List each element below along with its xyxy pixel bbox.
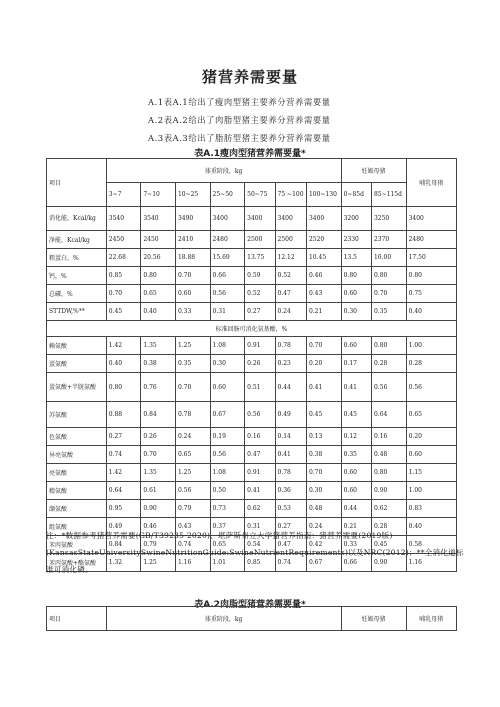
table-cell: 0.52 bbox=[245, 285, 275, 303]
table-cell: 0.26 bbox=[141, 428, 176, 446]
table-row bbox=[47, 337, 457, 355]
intro-line-2: A.2表A.2给出了肉脂型猪主要养分营养需要量 bbox=[148, 115, 331, 125]
row-label: 赖氨酸 bbox=[47, 337, 107, 355]
table-cell: 0.74 bbox=[275, 554, 306, 572]
table-cell: 2450 bbox=[141, 231, 176, 249]
table-cell: 0.79 bbox=[141, 536, 176, 554]
table-cell: 10.45 bbox=[306, 249, 341, 267]
table-cell: 0.60 bbox=[341, 337, 371, 355]
table-cell: 3400 bbox=[245, 207, 275, 231]
table-cell: 0.65 bbox=[210, 536, 245, 554]
table-cell: 0.31 bbox=[210, 303, 245, 321]
table1 bbox=[46, 158, 457, 572]
table-cell: 0.85 bbox=[245, 554, 275, 572]
table-cell: 0.41 bbox=[341, 373, 371, 402]
table-cell: 0.80 bbox=[406, 267, 456, 285]
table-cell: 0.80 bbox=[106, 373, 141, 402]
table-cell: 0.24 bbox=[306, 518, 341, 536]
table-cell: 0.70 bbox=[175, 373, 210, 402]
table-cell: 15.69 bbox=[210, 249, 245, 267]
table1-header-item: 项目 bbox=[47, 159, 107, 207]
table-cell: 0.30 bbox=[341, 303, 371, 321]
row-label: STTDW,%** bbox=[47, 303, 107, 321]
table2-header-item: 项目 bbox=[47, 607, 107, 631]
intro-line-1: A.1表A.1给出了瘦肉型猪主要养分营养需要量 bbox=[148, 97, 331, 107]
table-cell: 0.41 bbox=[275, 446, 306, 464]
table-cell: 0.70 bbox=[141, 446, 176, 464]
table-cell: 0.50 bbox=[210, 482, 245, 500]
table-cell: 0.59 bbox=[245, 267, 275, 285]
table-cell: 0.90 bbox=[371, 482, 406, 500]
table-cell: 2520 bbox=[306, 231, 341, 249]
table-row bbox=[47, 303, 457, 321]
table-cell: 0.84 bbox=[141, 402, 176, 428]
table-cell: 0.91 bbox=[245, 464, 275, 482]
table-cell: 2500 bbox=[275, 231, 306, 249]
table-cell: 12.12 bbox=[275, 249, 306, 267]
table-cell: 0.80 bbox=[141, 267, 176, 285]
table-cell: 2450 bbox=[106, 231, 141, 249]
table-cell: 0.27 bbox=[275, 518, 306, 536]
row-label: 苯丙氨酸 bbox=[47, 536, 107, 554]
table-cell: 0.40 bbox=[406, 303, 456, 321]
table-cell: 0.38 bbox=[141, 355, 176, 373]
table-cell: 0.35 bbox=[371, 303, 406, 321]
table-cell: 0.16 bbox=[371, 428, 406, 446]
table-cell: 0.80 bbox=[371, 337, 406, 355]
table-cell: 0.45 bbox=[371, 536, 406, 554]
row-label: 亮氨酸 bbox=[47, 464, 107, 482]
table-cell: 1.35 bbox=[141, 337, 176, 355]
table-cell: 1.42 bbox=[106, 464, 141, 482]
table-cell: 0.31 bbox=[245, 518, 275, 536]
table-row bbox=[47, 207, 457, 231]
table-cell: 0.70 bbox=[175, 267, 210, 285]
table-cell: 0.75 bbox=[406, 285, 456, 303]
table-cell: 0.37 bbox=[210, 518, 245, 536]
table-cell: 0.66 bbox=[210, 267, 245, 285]
table-cell: 2330 bbox=[341, 231, 371, 249]
table-cell: 0.60 bbox=[175, 285, 210, 303]
table-cell: 0.60 bbox=[406, 446, 456, 464]
table-cell: 0.27 bbox=[245, 303, 275, 321]
table-cell: 0.19 bbox=[210, 428, 245, 446]
table1-col-header: 0~85d bbox=[341, 183, 371, 207]
table2-header-sow: 妊娠母猪 bbox=[341, 607, 406, 631]
table-cell: 0.24 bbox=[275, 303, 306, 321]
table-cell: 0.62 bbox=[245, 500, 275, 518]
table-cell: 0.74 bbox=[106, 446, 141, 464]
table-cell: 1.00 bbox=[406, 482, 456, 500]
table-cell: 0.52 bbox=[275, 267, 306, 285]
table-cell: 0.36 bbox=[275, 482, 306, 500]
table-cell: 0.44 bbox=[341, 500, 371, 518]
table-cell: 0.27 bbox=[106, 428, 141, 446]
row-label: 蛋氨酸+半胱氨酸 bbox=[47, 373, 107, 402]
table1-col-header: 75 ~100 bbox=[275, 183, 306, 207]
table-cell: 22.68 bbox=[106, 249, 141, 267]
table-cell: 2480 bbox=[210, 231, 245, 249]
table-cell: 0.78 bbox=[275, 464, 306, 482]
table-cell: 0.41 bbox=[306, 373, 341, 402]
table-row bbox=[47, 482, 457, 500]
table-cell: 2480 bbox=[406, 231, 456, 249]
table-cell: 0.65 bbox=[141, 285, 176, 303]
table-cell: 0.67 bbox=[210, 402, 245, 428]
table2 bbox=[46, 606, 457, 631]
table-cell: 0.53 bbox=[275, 500, 306, 518]
table-cell: 0.88 bbox=[106, 402, 141, 428]
row-label: 净能，Kcal/kg bbox=[47, 231, 107, 249]
table-cell: 0.23 bbox=[275, 355, 306, 373]
table-cell: 0.61 bbox=[141, 482, 176, 500]
table-cell: 0.17 bbox=[341, 355, 371, 373]
table-cell: 0.83 bbox=[406, 500, 456, 518]
intro-line-3: A.3表A.3给出了脂肪型猪主要养分营养需要量 bbox=[148, 133, 331, 143]
table-cell: 0.56 bbox=[175, 482, 210, 500]
table-cell: 0.60 bbox=[341, 482, 371, 500]
table-cell: 1.16 bbox=[175, 554, 210, 572]
table-cell: 0.28 bbox=[406, 355, 456, 373]
table-row bbox=[47, 428, 457, 446]
table-cell: 13.5 bbox=[341, 249, 371, 267]
table1-col-header: 7~10 bbox=[141, 183, 176, 207]
table-cell: 0.49 bbox=[106, 518, 141, 536]
table-cell: 0.78 bbox=[175, 402, 210, 428]
table-cell: 0.48 bbox=[371, 446, 406, 464]
table-cell: 3400 bbox=[306, 207, 341, 231]
table-row bbox=[47, 285, 457, 303]
table-cell: 0.38 bbox=[306, 446, 341, 464]
table-cell: 0.90 bbox=[141, 500, 176, 518]
table-row bbox=[47, 267, 457, 285]
table-cell: 0.30 bbox=[306, 482, 341, 500]
table-cell: 0.21 bbox=[341, 518, 371, 536]
table-cell: 0.90 bbox=[371, 554, 406, 572]
table-cell: 3490 bbox=[175, 207, 210, 231]
table-cell: 0.76 bbox=[141, 373, 176, 402]
table-cell: 0.35 bbox=[341, 446, 371, 464]
table-cell: 0.79 bbox=[175, 500, 210, 518]
table-cell: 0.16 bbox=[245, 428, 275, 446]
table-cell: 0.13 bbox=[306, 428, 341, 446]
table1-col-header: 85~115d bbox=[371, 183, 406, 207]
table-cell: 0.80 bbox=[341, 267, 371, 285]
table-cell: 0.78 bbox=[275, 337, 306, 355]
table2-header-lactating: 哺乳母猪 bbox=[406, 607, 456, 631]
table1-col-header: 3~7 bbox=[106, 183, 141, 207]
table-cell: 0.91 bbox=[245, 337, 275, 355]
table-cell: 0.40 bbox=[106, 355, 141, 373]
section-label: 标准回肠可消化氨基酸，% bbox=[47, 321, 457, 337]
page-title: 猪营养需要量 bbox=[201, 68, 298, 86]
table-cell: 0.58 bbox=[406, 536, 456, 554]
row-label: 异亮氨酸 bbox=[47, 446, 107, 464]
table-cell: 0.67 bbox=[306, 554, 341, 572]
table-cell: 0.20 bbox=[406, 428, 456, 446]
table-cell: 0.43 bbox=[175, 518, 210, 536]
table-cell: 1.16 bbox=[406, 554, 456, 572]
table1-header-sow: 妊娠母猪 bbox=[341, 159, 406, 183]
table-cell: 0.45 bbox=[306, 402, 341, 428]
table-cell: 0.26 bbox=[245, 355, 275, 373]
table-cell: 0.51 bbox=[245, 373, 275, 402]
table-row bbox=[47, 355, 457, 373]
table-cell: 0.44 bbox=[275, 373, 306, 402]
row-label: 精氨酸 bbox=[47, 482, 107, 500]
table-cell: 0.45 bbox=[341, 402, 371, 428]
table-cell: 20.56 bbox=[141, 249, 176, 267]
table2-caption: 表A.2肉脂型猪营养需要量* bbox=[194, 600, 306, 610]
table-cell: 3200 bbox=[341, 207, 371, 231]
table1-header-lactating: 哺乳母猪 bbox=[406, 159, 456, 207]
row-label: 蛋氨酸 bbox=[47, 355, 107, 373]
table-cell: 3400 bbox=[275, 207, 306, 231]
table1-header-weight: 体重阶段，kg bbox=[106, 159, 341, 183]
table-cell: 0.21 bbox=[306, 303, 341, 321]
table-cell: 0.65 bbox=[175, 446, 210, 464]
table-cell: 2500 bbox=[245, 231, 275, 249]
row-label: 缬氨酸 bbox=[47, 500, 107, 518]
table-cell: 1.08 bbox=[210, 464, 245, 482]
table-row bbox=[47, 464, 457, 482]
table-cell: 0.56 bbox=[210, 285, 245, 303]
table-cell: 3540 bbox=[141, 207, 176, 231]
table-cell: 0.62 bbox=[371, 500, 406, 518]
table-cell: 1.15 bbox=[406, 464, 456, 482]
table-cell: 0.56 bbox=[245, 402, 275, 428]
table2-header-weight: 体重阶段，kg bbox=[106, 607, 341, 631]
table-cell: 1.42 bbox=[106, 337, 141, 355]
table-cell: 0.74 bbox=[175, 536, 210, 554]
row-label: 苏氨酸 bbox=[47, 402, 107, 428]
row-label: 苯丙氨酸+酪氨酸 bbox=[47, 554, 107, 572]
table-cell: 0.14 bbox=[275, 428, 306, 446]
table-cell: 0.60 bbox=[210, 373, 245, 402]
table-cell: 0.60 bbox=[341, 285, 371, 303]
table-cell: 0.65 bbox=[406, 402, 456, 428]
table-cell: 3250 bbox=[371, 207, 406, 231]
table-cell: 1.01 bbox=[210, 554, 245, 572]
table-cell: 1.35 bbox=[141, 464, 176, 482]
table-cell: 1.08 bbox=[210, 337, 245, 355]
table-row bbox=[47, 500, 457, 518]
table-cell: 0.66 bbox=[341, 554, 371, 572]
row-label: 粗蛋白，% bbox=[47, 249, 107, 267]
row-label: 色氨酸 bbox=[47, 428, 107, 446]
table-cell: 0.56 bbox=[371, 373, 406, 402]
table-cell: 0.85 bbox=[106, 267, 141, 285]
table1-caption: 表A.1瘦肉型猪营养需要量* bbox=[194, 149, 306, 159]
table-cell: 0.84 bbox=[106, 536, 141, 554]
table-cell: 0.46 bbox=[306, 267, 341, 285]
table-cell: 0.28 bbox=[371, 355, 406, 373]
table-cell: 0.40 bbox=[141, 303, 176, 321]
table-cell: 0.80 bbox=[371, 267, 406, 285]
table-cell: 18.88 bbox=[175, 249, 210, 267]
table-row bbox=[47, 446, 457, 464]
table-cell: 0.40 bbox=[406, 518, 456, 536]
table-cell: 1.25 bbox=[141, 554, 176, 572]
table-cell: 0.73 bbox=[210, 500, 245, 518]
table-cell: 1.00 bbox=[406, 337, 456, 355]
table-cell: 3400 bbox=[210, 207, 245, 231]
table-cell: 0.48 bbox=[306, 500, 341, 518]
table-cell: 0.95 bbox=[106, 500, 141, 518]
table1-col-header: 100~130 bbox=[306, 183, 341, 207]
table-cell: 0.56 bbox=[210, 446, 245, 464]
table-cell: 0.33 bbox=[175, 303, 210, 321]
table-cell: 0.60 bbox=[341, 464, 371, 482]
table-cell: 0.70 bbox=[306, 464, 341, 482]
table-cell: 0.64 bbox=[371, 402, 406, 428]
row-label: 组氨酸 bbox=[47, 518, 107, 536]
table-cell: 0.47 bbox=[275, 285, 306, 303]
table-cell: 0.30 bbox=[210, 355, 245, 373]
table-cell: 1.32 bbox=[106, 554, 141, 572]
table1-note: 注：*数据参考猪营养需要(GB/T39235-2020)、堪萨斯州立大学猪营养指南：猪营养需要(2019版)(KansasStateUniversitySwineNutritionGuide:SwineNutrientRequirements)以及NRC(2012)；**全消化道标准可消化磷。 bbox=[46, 531, 464, 574]
row-label: 钙，% bbox=[47, 267, 107, 285]
table-cell: 0.64 bbox=[106, 482, 141, 500]
table-cell: 0.47 bbox=[245, 446, 275, 464]
table-cell: 0.42 bbox=[306, 536, 341, 554]
table-cell: 1.25 bbox=[175, 337, 210, 355]
table-cell: 2370 bbox=[371, 231, 406, 249]
row-label: 消化能，Kcal/kg bbox=[47, 207, 107, 231]
table-row bbox=[47, 231, 457, 249]
table-cell: 0.28 bbox=[371, 518, 406, 536]
table-row bbox=[47, 402, 457, 428]
table-cell: 16.00 bbox=[371, 249, 406, 267]
table1-col-header: 50~75 bbox=[245, 183, 275, 207]
table-cell: 0.33 bbox=[341, 536, 371, 554]
table-cell: 0.80 bbox=[371, 464, 406, 482]
table-cell: 0.43 bbox=[306, 285, 341, 303]
table1-col-header: 10~25 bbox=[175, 183, 210, 207]
row-label: 总磷，% bbox=[47, 285, 107, 303]
table-cell: 0.46 bbox=[141, 518, 176, 536]
table-cell: 0.49 bbox=[275, 402, 306, 428]
table-row bbox=[47, 373, 457, 402]
table-cell: 0.41 bbox=[245, 482, 275, 500]
table-row bbox=[47, 249, 457, 267]
table-cell: 0.70 bbox=[306, 337, 341, 355]
table-cell: 0.45 bbox=[106, 303, 141, 321]
table-cell: 0.70 bbox=[371, 285, 406, 303]
table-cell: 0.56 bbox=[406, 373, 456, 402]
table-cell: 0.54 bbox=[245, 536, 275, 554]
table-cell: 3540 bbox=[106, 207, 141, 231]
table-cell: 1.25 bbox=[175, 464, 210, 482]
table-cell: 3400 bbox=[406, 207, 456, 231]
table-cell: 13.75 bbox=[245, 249, 275, 267]
table-cell: 17.50 bbox=[406, 249, 456, 267]
table-cell: 2410 bbox=[175, 231, 210, 249]
table-cell: 0.20 bbox=[306, 355, 341, 373]
table-cell: 0.47 bbox=[275, 536, 306, 554]
table-cell: 0.24 bbox=[175, 428, 210, 446]
table-cell: 0.35 bbox=[175, 355, 210, 373]
table-cell: 0.12 bbox=[341, 428, 371, 446]
table-section-row bbox=[47, 321, 457, 337]
table1-col-header: 25~50 bbox=[210, 183, 245, 207]
table-cell: 0.70 bbox=[106, 285, 141, 303]
